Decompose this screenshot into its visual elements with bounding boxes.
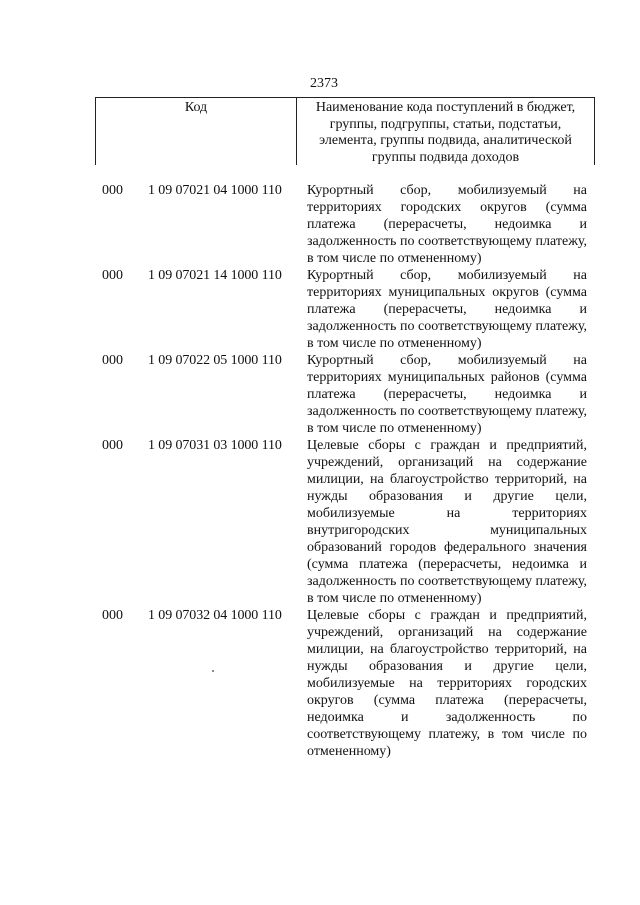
revenue-code: 1 09 07021 14 1000 110 bbox=[148, 268, 282, 283]
revenue-description: Курортный сбор, мобилизуемый на территориях муниципальных районов (сумма платежа (перерасчеты, недоимка и задолженность по соответствующему платежу, в том числе по отмененному) bbox=[307, 353, 587, 436]
revenue-description: Целевые сборы с граждан и предприятий, учреждений, организаций на содержание милиции, на благоустройство территорий, на нужды образования и другие цели, мобилизуемые на территориях внутригородских муниципальных образований городов федерального значения (сумма платежа (перерасчеты, недоимка и задолженность по соответствующему платежу, в том числе по отмененному) bbox=[307, 438, 587, 606]
scan-speck bbox=[212, 670, 214, 672]
admin-code: 000 bbox=[102, 183, 123, 198]
table-body bbox=[0, 182, 640, 760]
admin-code: 000 bbox=[102, 268, 123, 283]
revenue-code: 1 09 07031 03 1000 110 bbox=[148, 438, 282, 453]
table-row bbox=[0, 182, 640, 267]
table-row bbox=[0, 607, 640, 760]
revenue-code: 1 09 07021 04 1000 110 bbox=[148, 183, 282, 198]
admin-code: 000 bbox=[102, 438, 123, 453]
admin-code: 000 bbox=[102, 353, 123, 368]
revenue-description: Целевые сборы с граждан и предприятий, учреждений, организаций на содержание милиции, на благоустройство территорий, на нужды образования и другие цели, мобилизуемые на территориях городских округов (сумма платежа (перерасчеты, недоимка и задолженность по соответствующему платежу, в том числе по отмененному) bbox=[307, 608, 587, 759]
revenue-description: Курортный сбор, мобилизуемый на территориях муниципальных округов (сумма платежа (перерасчеты, недоимка и задолженность по соответствующему платежу, в том числе по отмененному) bbox=[307, 268, 587, 351]
revenue-description: Курортный сбор, мобилизуемый на территориях городских округов (сумма платежа (перерасчеты, недоимка и задолженность по соответствующему платежу, в том числе по отмененному) bbox=[307, 183, 587, 266]
revenue-code: 1 09 07032 04 1000 110 bbox=[148, 608, 282, 623]
table-header bbox=[95, 97, 595, 165]
table-row bbox=[0, 437, 640, 607]
table-row bbox=[0, 352, 640, 437]
header-code-label: Код bbox=[96, 98, 297, 165]
page-number: 2373 bbox=[310, 76, 338, 91]
admin-code: 000 bbox=[102, 608, 123, 623]
table-row bbox=[0, 267, 640, 352]
revenue-code: 1 09 07022 05 1000 110 bbox=[148, 353, 282, 368]
header-name-label: Наименование кода поступлений в бюджет, группы, подгруппы, статьи, подстатьи, элемента, группы подвида, аналитической группы подвида доходов bbox=[315, 100, 576, 165]
